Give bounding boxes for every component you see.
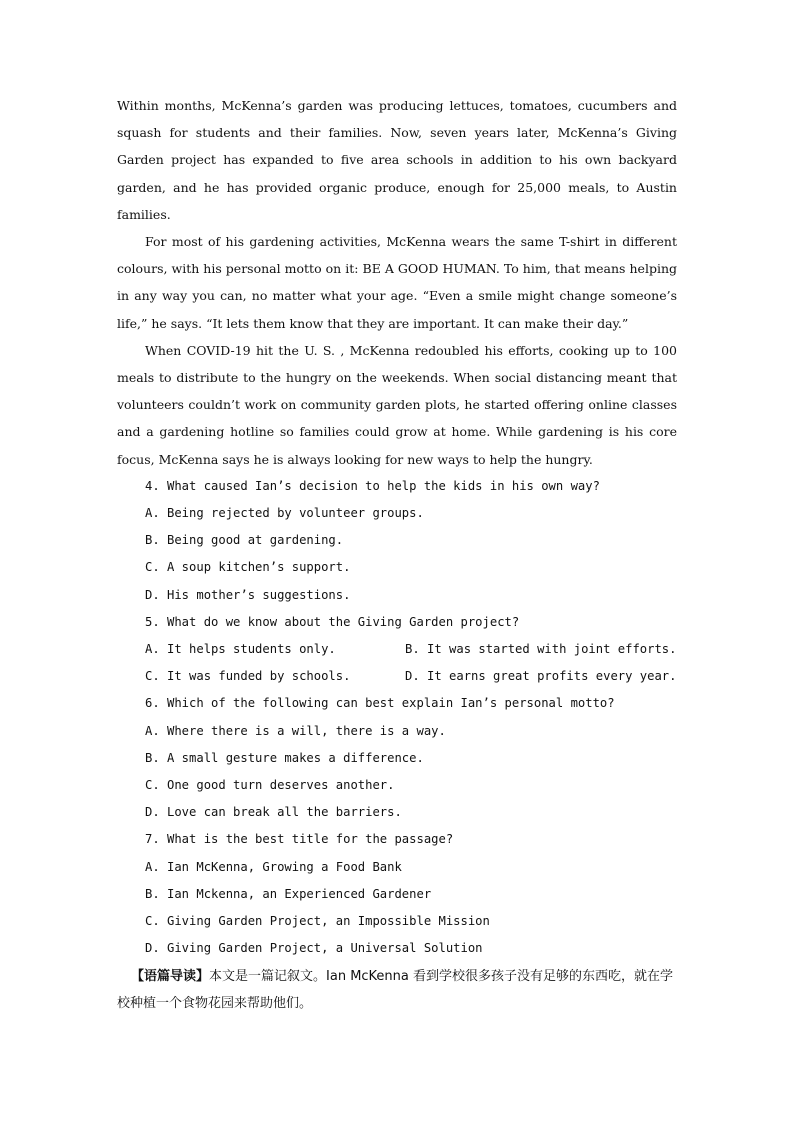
option-d: D. His mother’s suggestions. bbox=[145, 587, 351, 602]
option-c: C. One good turn deserves another. bbox=[145, 778, 395, 793]
document-content bbox=[117, 92, 677, 1017]
reading-guide bbox=[117, 963, 677, 1017]
question-stem: 4. What caused Ian’s decision to help the kids in his own way? bbox=[145, 478, 600, 493]
question-stem: 5. What do we know about the Giving Garden project? bbox=[145, 614, 520, 629]
option-d: D. It earns great profits every year. bbox=[405, 669, 677, 684]
passage-paragraph-1: Within months, McKenna’s garden was producing lettuces, tomatoes, cucumbers and squash for students and their families. Now, seven years later, McKenna’s Giving Garden project has expanded to five area schools in addition to his own backyard garden, and he has provided organic produce, enough for 25,000 meals, to Austin families. bbox=[117, 98, 677, 222]
question-7 bbox=[117, 826, 677, 962]
option-a: A. It helps students only. bbox=[145, 642, 336, 657]
option-d: D. Love can break all the barriers. bbox=[145, 805, 402, 820]
question-6 bbox=[117, 690, 677, 826]
question-stem: 6. Which of the following can best explain Ian’s personal motto? bbox=[145, 696, 615, 711]
option-c: C. A soup kitchen’s support. bbox=[145, 560, 351, 575]
option-c: C. It was funded by schools. bbox=[145, 669, 351, 684]
option-b: B. Ian Mckenna, an Experienced Gardener bbox=[145, 886, 432, 901]
option-c: C. Giving Garden Project, an Impossible Mission bbox=[145, 914, 490, 929]
question-4 bbox=[117, 473, 677, 609]
option-b: B. Being good at gardening. bbox=[145, 533, 344, 548]
option-b: B. A small gesture makes a difference. bbox=[145, 750, 424, 765]
question-stem: 7. What is the best title for the passage? bbox=[145, 832, 454, 847]
option-b: B. It was started with joint efforts. bbox=[405, 642, 677, 657]
option-a: A. Being rejected by volunteer groups. bbox=[145, 506, 424, 521]
option-row bbox=[117, 663, 677, 690]
option-d: D. Giving Garden Project, a Universal Solution bbox=[145, 941, 483, 956]
passage-paragraph-2: For most of his gardening activities, McKenna wears the same T-shirt in different colours, with his personal motto on it: BE A GOOD HUMAN. To him, that means helping in any way you can, no matter what your age. “Even a smile might change someone’s life,” he says. “It lets them know that they are important. It can make their day.” bbox=[117, 234, 677, 331]
option-a: A. Where there is a will, there is a way. bbox=[145, 723, 446, 738]
option-row bbox=[117, 636, 677, 663]
reading-guide-text: 本文是一篇记叙文。Ian McKenna 看到学校很多孩子没有足够的东西吃，就在学校种植一个食物花园来帮助他们。 bbox=[117, 968, 674, 1011]
question-5 bbox=[117, 609, 677, 691]
reading-guide-label: 【语篇导读】 bbox=[131, 968, 210, 984]
option-a: A. Ian McKenna, Growing a Food Bank bbox=[145, 859, 402, 874]
passage-paragraph-3: When COVID-19 hit the U. S. , McKenna redoubled his efforts, cooking up to 100 meals to distribute to the hungry on the weekends. When social distancing meant that volunteers couldn’t work on community garden plots, he started offering online classes and a gardening hotline so families could grow at home. While gardening is his core focus, McKenna says he is always looking for new ways to help the hungry. bbox=[117, 342, 677, 467]
